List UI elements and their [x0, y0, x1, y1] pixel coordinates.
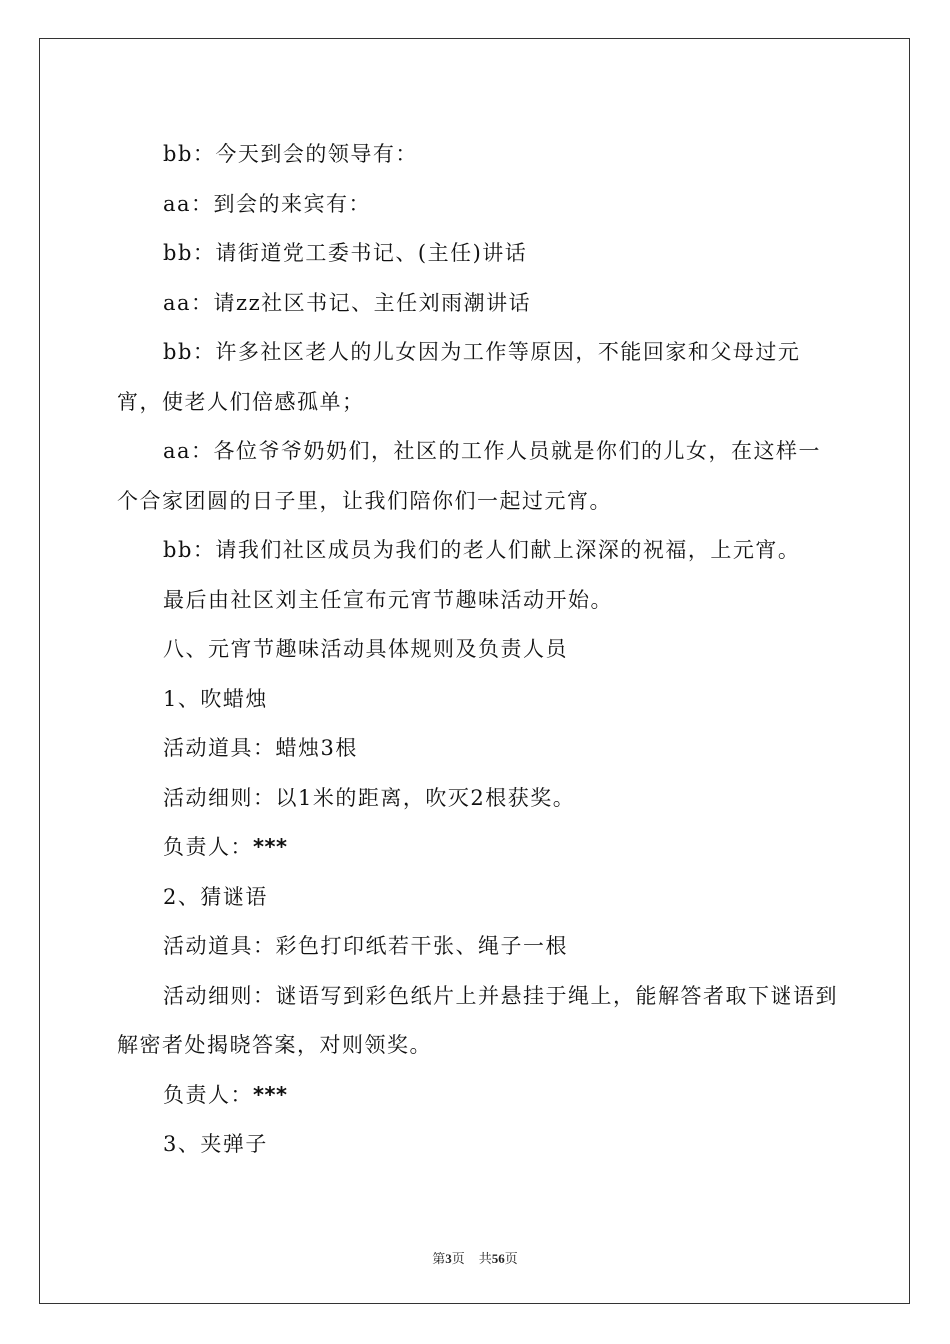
activity-props: 活动道具：彩色打印纸若干张、绳子一根	[163, 934, 568, 958]
responsible-label: 负责人：	[163, 1082, 253, 1107]
paragraph: bb：今天到会的领导有：	[163, 142, 418, 166]
page-prefix: 第	[432, 1251, 446, 1266]
activity-title: 1、吹蜡烛	[163, 686, 268, 711]
activity-rules: 活动细则：谜语写到彩色纸片上并悬挂于绳上，能解答者取下谜语到解密者处揭晓答案，对则领奖。	[117, 983, 838, 1057]
paragraph: aa：请zz社区书记、主任刘雨潮讲话	[163, 290, 532, 315]
activity-rules: 活动细则：以1米的距离，吹灭2根获奖。	[163, 785, 576, 810]
total-suffix: 页	[504, 1251, 518, 1266]
paragraph: bb：请街道党工委书记、(主任)讲话	[163, 241, 528, 265]
total-pages: 56	[491, 1251, 505, 1266]
responsible-person	[117, 823, 839, 873]
page-footer	[0, 1248, 950, 1267]
responsible-label: 负责人：	[163, 835, 253, 859]
activity-title: 3、夹弹子	[163, 1132, 268, 1156]
paragraph: bb：许多社区老人的儿女因为工作等原因，不能回家和父母过元宵，使老人们倍感孤单；	[117, 340, 801, 414]
paragraph: bb：请我们社区成员为我们的老人们献上深深的祝福，上元宵。	[163, 538, 801, 562]
activity-props: 活动道具：蜡烛3根	[163, 736, 358, 760]
responsible-value: ***	[253, 1082, 288, 1107]
paragraph: aa：各位爷爷奶奶们，社区的工作人员就是你们的儿女，在这样一个合家团圆的日子里，让我们陪你们一起过元宵。	[117, 439, 822, 513]
page-number: 3	[445, 1251, 452, 1266]
document-body	[117, 130, 839, 1170]
total-prefix: 共	[478, 1251, 492, 1266]
paragraph: 最后由社区刘主任宣布元宵节趣味活动开始。	[163, 587, 613, 612]
activity-title: 2、猜谜语	[163, 884, 268, 909]
responsible-value: ***	[253, 835, 288, 859]
page-suffix: 页	[451, 1251, 465, 1266]
section-heading: 八、元宵节趣味活动具体规则及负责人员	[163, 637, 568, 661]
responsible-person	[117, 1071, 839, 1121]
paragraph: aa：到会的来宾有：	[163, 191, 372, 216]
